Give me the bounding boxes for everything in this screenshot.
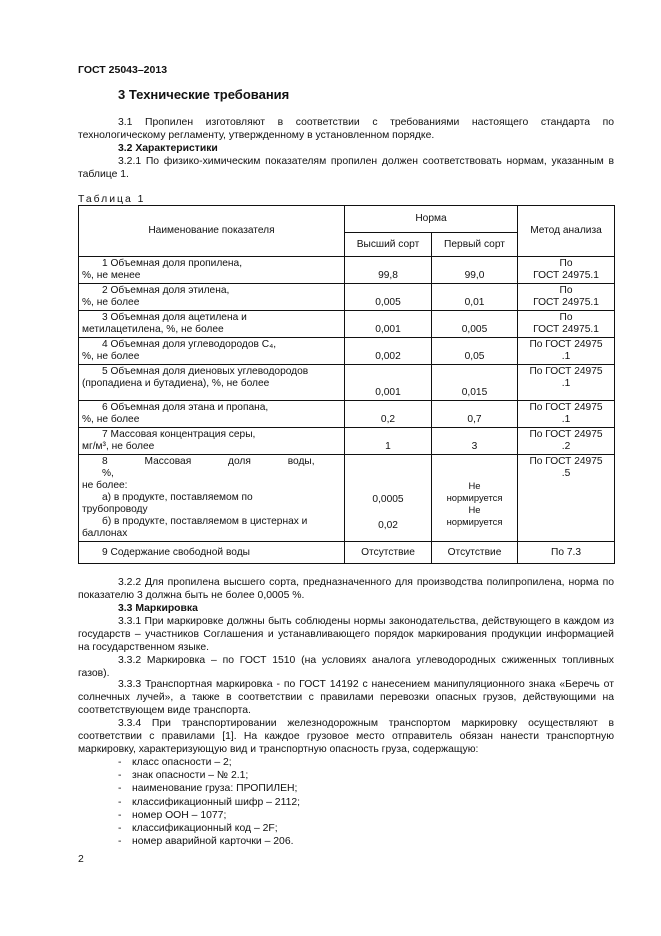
row-9-name: 9 Содержание свободной воды bbox=[79, 542, 345, 564]
row-name-line1: 1 Объемная доля пропилена, bbox=[102, 258, 243, 269]
row-method-line2: .1 bbox=[561, 351, 571, 362]
row-method-line1: По ГОСТ 24975 bbox=[529, 339, 603, 350]
row-method-line2: .2 bbox=[561, 441, 571, 452]
row-name-line1: 7 Массовая концентрация серы, bbox=[102, 429, 256, 440]
row-name-line2: метилацетилена, %, не более bbox=[82, 324, 224, 335]
row-first-grade: 0,7 bbox=[432, 401, 518, 428]
row-8-case-a-cont: трубопроводу bbox=[82, 504, 148, 515]
row-method-line1: По ГОСТ 24975 bbox=[529, 366, 603, 377]
row-method-line1: По bbox=[559, 258, 573, 269]
row-high-grade: 1 bbox=[345, 428, 432, 455]
row-method-line1: По bbox=[559, 285, 573, 296]
list-dash: - bbox=[118, 796, 122, 808]
list-item bbox=[118, 796, 300, 809]
row-method bbox=[518, 365, 615, 401]
row-name-line2: %, не менее bbox=[82, 270, 141, 281]
row-name-line1: 5 Объемная доля диеновых углеводородов bbox=[102, 366, 309, 377]
list-item-text: наименование груза: ПРОПИЛЕН; bbox=[132, 783, 298, 795]
row-first-grade: 0,015 bbox=[432, 365, 518, 401]
list-dash: - bbox=[118, 809, 122, 821]
col-header-name: Наименование показателя bbox=[79, 206, 345, 257]
list-item bbox=[118, 809, 226, 822]
row-8-high-b: 0,02 bbox=[378, 520, 398, 531]
list-item-text: класс опасности – 2; bbox=[132, 757, 232, 768]
paragraph-3-3-4: 3.3.4 При транспортировании железнодорожным транспортом маркировку осуществляют в соответствии с правилами [1]. На каждое грузовое место отправитель обязан нанести транспортную маркировку, характеризующую вид и транспортную опасность груза, содержащую: bbox=[78, 718, 614, 755]
row-8-high bbox=[345, 455, 432, 542]
table-row bbox=[79, 401, 615, 428]
row-method-line1: По ГОСТ 24975 bbox=[529, 402, 603, 413]
row-8-first bbox=[432, 455, 518, 542]
row-name-line2: мг/м³, не более bbox=[82, 441, 155, 452]
row-method bbox=[518, 284, 615, 311]
paragraph-3-2-1: 3.2.1 По физико-химическим показателям пропилен должен соответствовать нормам, указанным в таблице 1. bbox=[78, 156, 614, 180]
table-caption: Таблица 1 bbox=[78, 194, 146, 205]
row-method-line2: ГОСТ 24975.1 bbox=[533, 270, 599, 281]
row-high-grade: 0,001 bbox=[345, 365, 432, 401]
row-name-line2: (пропадиена и бутадиена), %, не более bbox=[82, 378, 270, 389]
row-high-grade: 99,8 bbox=[345, 257, 432, 284]
table-row bbox=[79, 455, 615, 542]
row-8-limit: не более: bbox=[82, 480, 128, 491]
section-title: 3 Технические требования bbox=[118, 87, 290, 102]
row-method-line2: ГОСТ 24975.1 bbox=[533, 324, 599, 335]
paragraph-3-3-1: 3.3.1 При маркировке должны быть соблюдены нормы законодательства, действующего в каждом из государств – участников Соглашения и устанавливающего порядок маркирования продукции информацией на государственном языке. bbox=[78, 616, 614, 653]
row-name-line1: 2 Объемная доля этилена, bbox=[102, 285, 230, 296]
paragraph-3-3-3: 3.3.3 Транспортная маркировка - по ГОСТ 14192 с нанесением манипуляционного знака «Беречь от солнечных лучей», а также в соответствии с правилами перевозки опасных грузов, действующими на соответствующем виде транспорта. bbox=[78, 679, 614, 716]
row-name-line2: %, не более bbox=[82, 351, 140, 362]
list-item-text: классификационный шифр – 2112; bbox=[132, 796, 301, 808]
row-high-grade: 0,002 bbox=[345, 338, 432, 365]
list-item-text: номер аварийной карточки – 206. bbox=[132, 836, 294, 848]
list-dash: - bbox=[118, 836, 122, 848]
table-row bbox=[79, 365, 615, 401]
row-method-line2: ГОСТ 24975.1 bbox=[533, 297, 599, 308]
col-header-method: Метод анализа bbox=[518, 206, 615, 257]
list-item bbox=[118, 835, 294, 848]
row-method-line2: .1 bbox=[561, 414, 571, 425]
row-method bbox=[518, 311, 615, 338]
list-dash: - bbox=[118, 823, 122, 834]
row-8-first-b1: Не bbox=[468, 504, 481, 515]
row-method-line2: .1 bbox=[561, 378, 571, 389]
table-row bbox=[79, 338, 615, 365]
row-name-line1: 3 Объемная доля ацетилена и bbox=[102, 312, 247, 323]
row-first-grade: 0,05 bbox=[432, 338, 518, 365]
row-8-method bbox=[518, 455, 615, 542]
table-row bbox=[79, 284, 615, 311]
row-method bbox=[518, 338, 615, 365]
row-method bbox=[518, 257, 615, 284]
row-first-grade: 0,005 bbox=[432, 311, 518, 338]
row-name bbox=[79, 284, 345, 311]
row-high-grade: 0,2 bbox=[345, 401, 432, 428]
row-first-grade: 0,01 bbox=[432, 284, 518, 311]
row-name bbox=[79, 338, 345, 365]
row-high-grade: 0,005 bbox=[345, 284, 432, 311]
table-row bbox=[79, 311, 615, 338]
row-8-first-b2: нормируется bbox=[446, 516, 503, 527]
row-first-grade: 3 bbox=[432, 428, 518, 455]
row-method bbox=[518, 401, 615, 428]
table-row bbox=[79, 257, 615, 284]
document-header: ГОСТ 25043–2013 bbox=[78, 64, 168, 76]
row-name bbox=[79, 257, 345, 284]
row-8-case-b: б) в продукте, поставляемом в цистернах и bbox=[102, 516, 308, 527]
list-dash: - bbox=[118, 770, 122, 782]
row-name bbox=[79, 428, 345, 455]
col-header-high-grade: Высший сорт bbox=[345, 233, 432, 257]
row-method-line1: По bbox=[559, 312, 573, 323]
list-item bbox=[118, 756, 232, 769]
list-item bbox=[118, 782, 297, 795]
row-8-title: 8 Массовая доля воды, %, bbox=[102, 456, 315, 479]
row-name-line1: 4 Объемная доля углеводородов C₄, bbox=[102, 339, 277, 350]
paragraph-3-1: 3.1 Пропилен изготовляют в соответствии с требованиями настоящего стандарта по технологическому регламенту, утвержденному в установленном порядке. bbox=[78, 117, 614, 141]
row-8-case-a: а) в продукте, поставляемом по bbox=[102, 492, 253, 503]
row-8-method-2: .5 bbox=[561, 468, 571, 479]
specification-table bbox=[78, 205, 615, 564]
row-method-line1: По ГОСТ 24975 bbox=[529, 429, 603, 440]
row-9-high: Отсутствие bbox=[345, 542, 432, 564]
row-8-high-a: 0,0005 bbox=[372, 494, 404, 505]
row-9-method: По 7.3 bbox=[518, 542, 615, 564]
row-8-case-b-cont: баллонах bbox=[82, 528, 128, 539]
list-dash: - bbox=[118, 783, 122, 795]
table-row bbox=[79, 542, 615, 564]
paragraph-3-3-2: 3.3.2 Маркировка – по ГОСТ 1510 (на условиях аналога углеводородных сжиженных топливных газов). bbox=[78, 655, 614, 679]
row-8-name bbox=[79, 455, 345, 542]
row-method bbox=[518, 428, 615, 455]
col-header-norm: Норма bbox=[345, 206, 518, 233]
row-8-method-1: По ГОСТ 24975 bbox=[529, 456, 603, 467]
paragraph-3-2-2: 3.2.2 Для пропилена высшего сорта, предназначенного для производства полипропилена, норма по показателю 3 должна быть не более 0,0005 %. bbox=[78, 577, 614, 601]
row-9-first: Отсутствие bbox=[432, 542, 518, 564]
list-dash: - bbox=[118, 757, 122, 768]
row-name-line2: %, не более bbox=[82, 297, 140, 308]
list-item bbox=[118, 822, 278, 835]
subsection-3-2-title: 3.2 Характеристики bbox=[118, 143, 218, 154]
row-8-first-a2: нормируется bbox=[446, 492, 503, 503]
subsection-3-3-title: 3.3 Маркировка bbox=[118, 603, 198, 614]
row-name bbox=[79, 311, 345, 338]
row-name bbox=[79, 365, 345, 401]
row-high-grade: 0,001 bbox=[345, 311, 432, 338]
list-item bbox=[118, 769, 248, 782]
table-row bbox=[79, 428, 615, 455]
row-first-grade: 99,0 bbox=[432, 257, 518, 284]
list-item-text: классификационный код – 2F; bbox=[132, 823, 278, 834]
col-header-first-grade: Первый сорт bbox=[432, 233, 518, 257]
row-name bbox=[79, 401, 345, 428]
row-name-line1: 6 Объемная доля этана и пропана, bbox=[102, 402, 269, 413]
list-item-text: номер ООН – 1077; bbox=[132, 809, 227, 821]
row-name-line2: %, не более bbox=[82, 414, 140, 425]
list-item-text: знак опасности – № 2.1; bbox=[132, 770, 249, 782]
row-8-first-a1: Не bbox=[468, 480, 481, 491]
page-number: 2 bbox=[78, 854, 84, 865]
